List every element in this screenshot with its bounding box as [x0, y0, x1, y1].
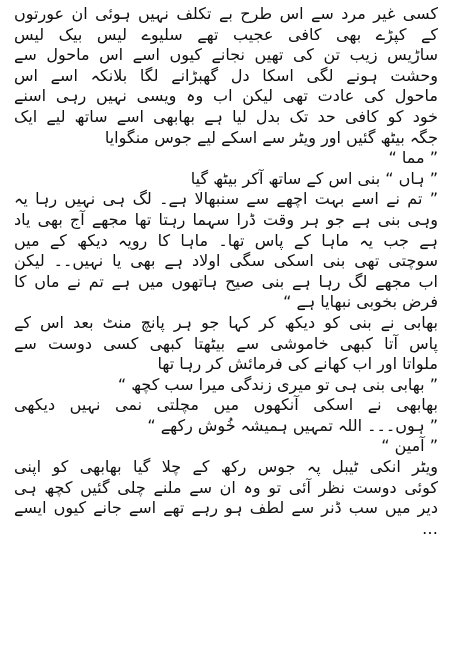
text-line-13: سوچتی تھی بنی اسکی سگی اولاد ہے بھی یا نہیں۔۔ لیکن [14, 251, 438, 271]
text-line-8: ” مما “ [388, 148, 438, 168]
text-line-1: کسی غیر مرد سے اس طرح بے تکلف نہیں ہوئی ان عورتوں [14, 4, 438, 23]
text-line-19: ” بھابی بنی ہی تو میری زندگی میرا سب کچھ “ [117, 374, 438, 394]
text-line-10: ” تم نے اسے بہت اچھے سے سنبھالا ہے۔ لگ ہی نہیں رہا یہ [14, 189, 438, 209]
text-line-22: ” آمین “ [381, 436, 438, 456]
text-line-20: بھابھی نے اسکی آنکھوں میں مچلتی نمی نہیں دیکھی [14, 395, 438, 415]
text-line-16: بھابی نے بنی کو دیکھ کر کہا جو ہر پانچ منٹ بعد اس کے [14, 312, 438, 332]
text-line-4: وحشت ہونے لگی اسکا دل گھبڑانے لگا بلانکہ اسے اس [14, 65, 438, 85]
text-line-11: وہی بنی ہے جو ہر وقت ڈرا سہما رہتا تھا مجھے آج بھی یاد [14, 209, 438, 229]
text-line-17: پاس آتا کبھی خاموشی سے بیٹھتا کبھی کسی دوست سے [14, 333, 438, 353]
text-line-5: ماحول کی عادت تھی لیکن اب وہ ویسی نہیں رہی اسنے [14, 86, 438, 106]
text-line-3: ساڑیس زیب تن کی تھیں نجانے کیوں اسے اس ماحول سے [14, 45, 438, 65]
text-line-18: ملواتا اور اب کھانے کی فرمائش کر رہا تھا [157, 354, 438, 374]
text-line-9: ” ہاں “ بنی اس کے ساتھ آکر بیٹھ گیا [190, 168, 438, 188]
text-line-26: … [422, 518, 438, 538]
text-line-14: اب مجھے لگ رہا ہے بنی صیح ہاتھوں میں ہے تم نے ماں کا [14, 271, 438, 291]
text-line-21: ” ہوں۔۔۔ اللہ تمہیں ہمیشہ خُوش رکھے “ [147, 415, 438, 435]
text-line-23: ویٹر انکی ٹیبل پہ جوس رکھ کے چلا گیا بھابھی کو اپنی [14, 457, 438, 477]
text-line-7: جگہ بیٹھ گئیں اور ویٹر سے اسکے لیے جوس منگوایا [104, 127, 438, 147]
text-line-6: خود کو کافی حد تک بدل لیا ہے بھابھی اسے ساتھ لیے ایک [14, 106, 438, 126]
text-line-12: ہے جب یہ ماہا کے پاس تھا۔ ماہا کا رویہ دیکھ کے میں [14, 230, 438, 250]
text-line-25: دیر میں سب ڈنر سے لطف ہو رہے تھے اسے جانے کیوں ایسے [14, 498, 438, 518]
text-line-15: فرض بخوبی نبھایا ہے “ [283, 292, 438, 312]
text-line-24: کوئی دوست نظر آئی تو وہ ان سے ملنے چلی گئیں کچھ ہی [14, 477, 438, 497]
text-line-2: کے کپڑے بھی کافی عجیب تھے سلیوے لیس بیک لیس [14, 24, 438, 44]
